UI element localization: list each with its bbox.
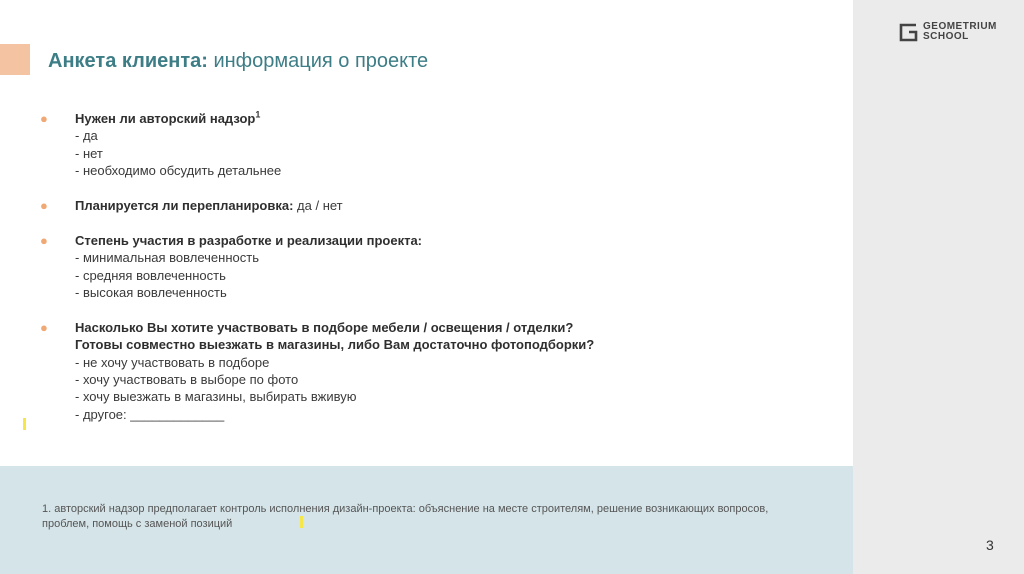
logo-text: [923, 22, 997, 42]
answer-inline: да / нет: [293, 198, 343, 214]
option: - не хочу участвовать в подборе: [75, 354, 270, 370]
question-list: [40, 110, 800, 441]
option: - хочу участвовать в выборе по фото: [75, 372, 299, 388]
highlight-mark: [300, 516, 303, 528]
side-panel: [853, 0, 1024, 574]
logo-line2: SCHOOL: [923, 31, 969, 42]
list-item: [40, 319, 800, 423]
option: - высокая вовлеченность: [75, 285, 227, 301]
geometrium-logo-icon: [899, 23, 918, 42]
option: - нет: [75, 145, 103, 161]
question: Нужен ли авторский надзор: [75, 111, 256, 126]
page-title: [48, 50, 428, 73]
question: Насколько Вы хотите участвовать в подборе мебели / освещения / отделки?: [75, 319, 574, 335]
option: - хочу выезжать в магазины, выбирать вживую: [75, 389, 357, 405]
title-accent-bar: [0, 44, 30, 75]
logo: [899, 22, 997, 42]
option: - необходимо обсудить детальнее: [75, 163, 282, 179]
list-item: [40, 197, 800, 214]
option: - средняя вовлеченность: [75, 267, 226, 283]
option: - минимальная вовлеченность: [75, 250, 259, 266]
title-rest: информация о проекте: [207, 50, 429, 72]
question: Планируется ли перепланировка:: [75, 198, 294, 214]
bullet-icon: ●: [40, 319, 48, 335]
bullet-icon: ●: [40, 232, 48, 248]
logo-line1: GEOMETRIUM: [923, 21, 997, 32]
question: Степень участия в разработке и реализации проекта:: [75, 232, 423, 248]
question-line2: Готовы совместно выезжать в магазины, либо Вам достаточно фотоподборки?: [75, 337, 595, 353]
footnote-ref: 1: [255, 109, 261, 120]
page-number: 3: [986, 537, 994, 553]
list-item: [40, 110, 800, 180]
bullet-icon: ●: [40, 111, 48, 126]
highlight-mark: [23, 418, 26, 430]
bullet-icon: ●: [40, 198, 48, 214]
title-bold: Анкета клиента:: [48, 50, 208, 72]
option: - да: [75, 128, 98, 144]
list-item: [40, 232, 800, 302]
footnote: 1. авторский надзор предполагает контроль исполнения дизайн-проекта: объяснение на месте строителям, решение возникающих вопросов, проблем, помощь с заменой позиций: [42, 503, 769, 530]
option: - другое: _____________: [75, 406, 225, 422]
